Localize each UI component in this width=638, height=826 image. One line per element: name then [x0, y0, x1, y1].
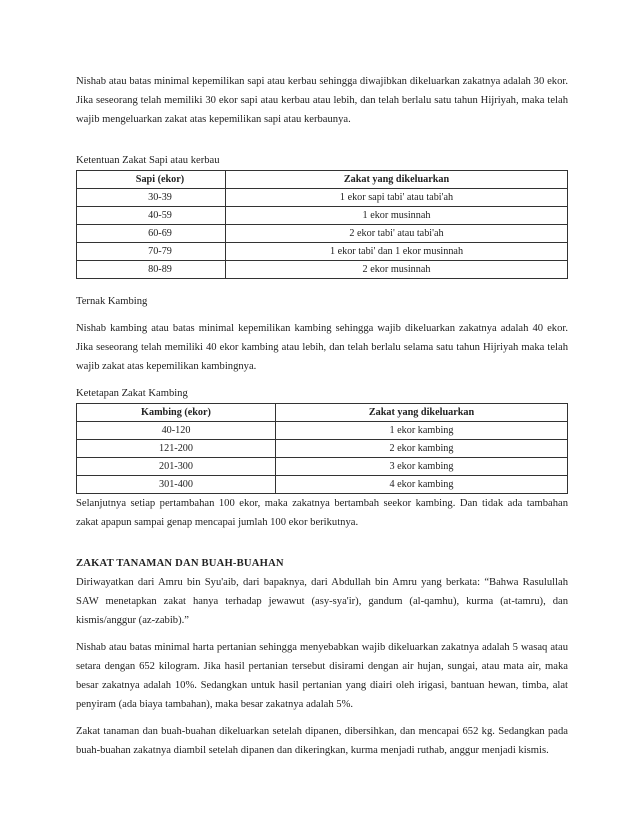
table-row [77, 458, 568, 476]
tanaman-heading: ZAKAT TANAMAN DAN BUAH-BUAHAN [76, 558, 284, 569]
column-header-sapi: Sapi (ekor) [77, 171, 226, 189]
kambing-heading: Ternak Kambing [76, 296, 148, 307]
table-cell: 1 ekor musinnah [226, 207, 568, 225]
table-cell: 60-69 [77, 225, 226, 243]
table-row [77, 189, 568, 207]
table-cell: 4 ekor kambing [276, 476, 568, 494]
table-row [77, 261, 568, 279]
kambing-zakat-table [76, 403, 568, 494]
column-header-kambing: Kambing (ekor) [77, 404, 276, 422]
table-cell: 2 ekor kambing [276, 440, 568, 458]
table-cell: 201-300 [77, 458, 276, 476]
table-row [77, 476, 568, 494]
table-cell: 2 ekor musinnah [226, 261, 568, 279]
table-cell: 1 ekor sapi tabi' atau tabi'ah [226, 189, 568, 207]
table-cell: 80-89 [77, 261, 226, 279]
tanaman-paragraph-3: Zakat tanaman dan buah-buahan dikeluarkan setelah dipanen, dibersihkan, dan mencapai 652 kg. Sedangkan pada buah-buahan zakatnya diambil setelah dipanen dan dikeringkan, kurma menjadi ruthab, anggur menjadi kismis. [76, 726, 568, 756]
table-cell: 1 ekor kambing [276, 422, 568, 440]
column-header-zakat: Zakat yang dikeluarkan [226, 171, 568, 189]
sapi-zakat-table [76, 170, 568, 279]
sapi-intro: Nishab atau batas minimal kepemilikan sapi atau kerbau sehingga diwajibkan dikeluarkan zakatnya adalah 30 ekor. Jika seseorang telah memiliki 30 ekor sapi atau kerbau atau lebih, dan telah berlalu satu tahun Hijriyah, maka telah wajib mengeluarkan zakat atas kepemilikan sapi atau kerbaunya. [76, 76, 568, 125]
table-cell: 121-200 [77, 440, 276, 458]
table-row [77, 440, 568, 458]
kambing-table-title: Ketetapan Zakat Kambing [76, 388, 188, 399]
table-cell: 40-59 [77, 207, 226, 225]
table-row [77, 225, 568, 243]
table-row [77, 207, 568, 225]
tanaman-paragraph-1: Diriwayatkan dari Amru bin Syu'aib, dari bapaknya, dari Abdullah bin Amru yang berkata: “Bahwa Rasulullah SAW menetapkan zakat hanya terhadap jewawut (asy-sya'ir), gandum (al-qamhu), kurma (at-tamru), dan kismis/anggur (az-zabib).” [76, 577, 568, 626]
kambing-intro: Nishab kambing atau batas minimal kepemilikan kambing sehingga wajib dikeluarkan zakatnya adalah 40 ekor. Jika seseorang telah memiliki 40 ekor kambing atau lebih, dan telah berlalu selama satu tahun Hijriyah maka telah wajib zakat atas kepemilikan kambingnya. [76, 323, 568, 372]
table-cell: 3 ekor kambing [276, 458, 568, 476]
tanaman-paragraph-2: Nishab atau batas minimal harta pertanian sehingga menyebabkan wajib dikeluarkan zakatnya adalah 5 wasaq atau setara dengan 652 kilogram. Jika hasil pertanian tersebut disirami dengan air hujan, sungai, atau mata air, maka besar zakatnya adalah 10%. Sedangkan untuk hasil pertanian yang diairi oleh irigasi, bantuan hewan, timba, alat penyiram (ada biaya tambahan), maka besar zakatnya adalah 5%. [76, 642, 568, 710]
document-page [76, 72, 568, 760]
table-cell: 1 ekor tabi' dan 1 ekor musinnah [226, 243, 568, 261]
table-cell: 40-120 [77, 422, 276, 440]
column-header-zakat: Zakat yang dikeluarkan [276, 404, 568, 422]
table-row [77, 422, 568, 440]
table-row [77, 243, 568, 261]
table-cell: 70-79 [77, 243, 226, 261]
table-cell: 2 ekor tabi' atau tabi'ah [226, 225, 568, 243]
table-cell: 30-39 [77, 189, 226, 207]
table-header-row [77, 404, 568, 422]
sapi-table-title: Ketentuan Zakat Sapi atau kerbau [76, 155, 220, 166]
table-cell: 301-400 [77, 476, 276, 494]
table-header-row [77, 171, 568, 189]
kambing-note: Selanjutnya setiap pertambahan 100 ekor, maka zakatnya bertambah seekor kambing. Dan tidak ada tambahan zakat apapun sampai genap mencapai jumlah 100 ekor berikutnya. [76, 498, 568, 528]
